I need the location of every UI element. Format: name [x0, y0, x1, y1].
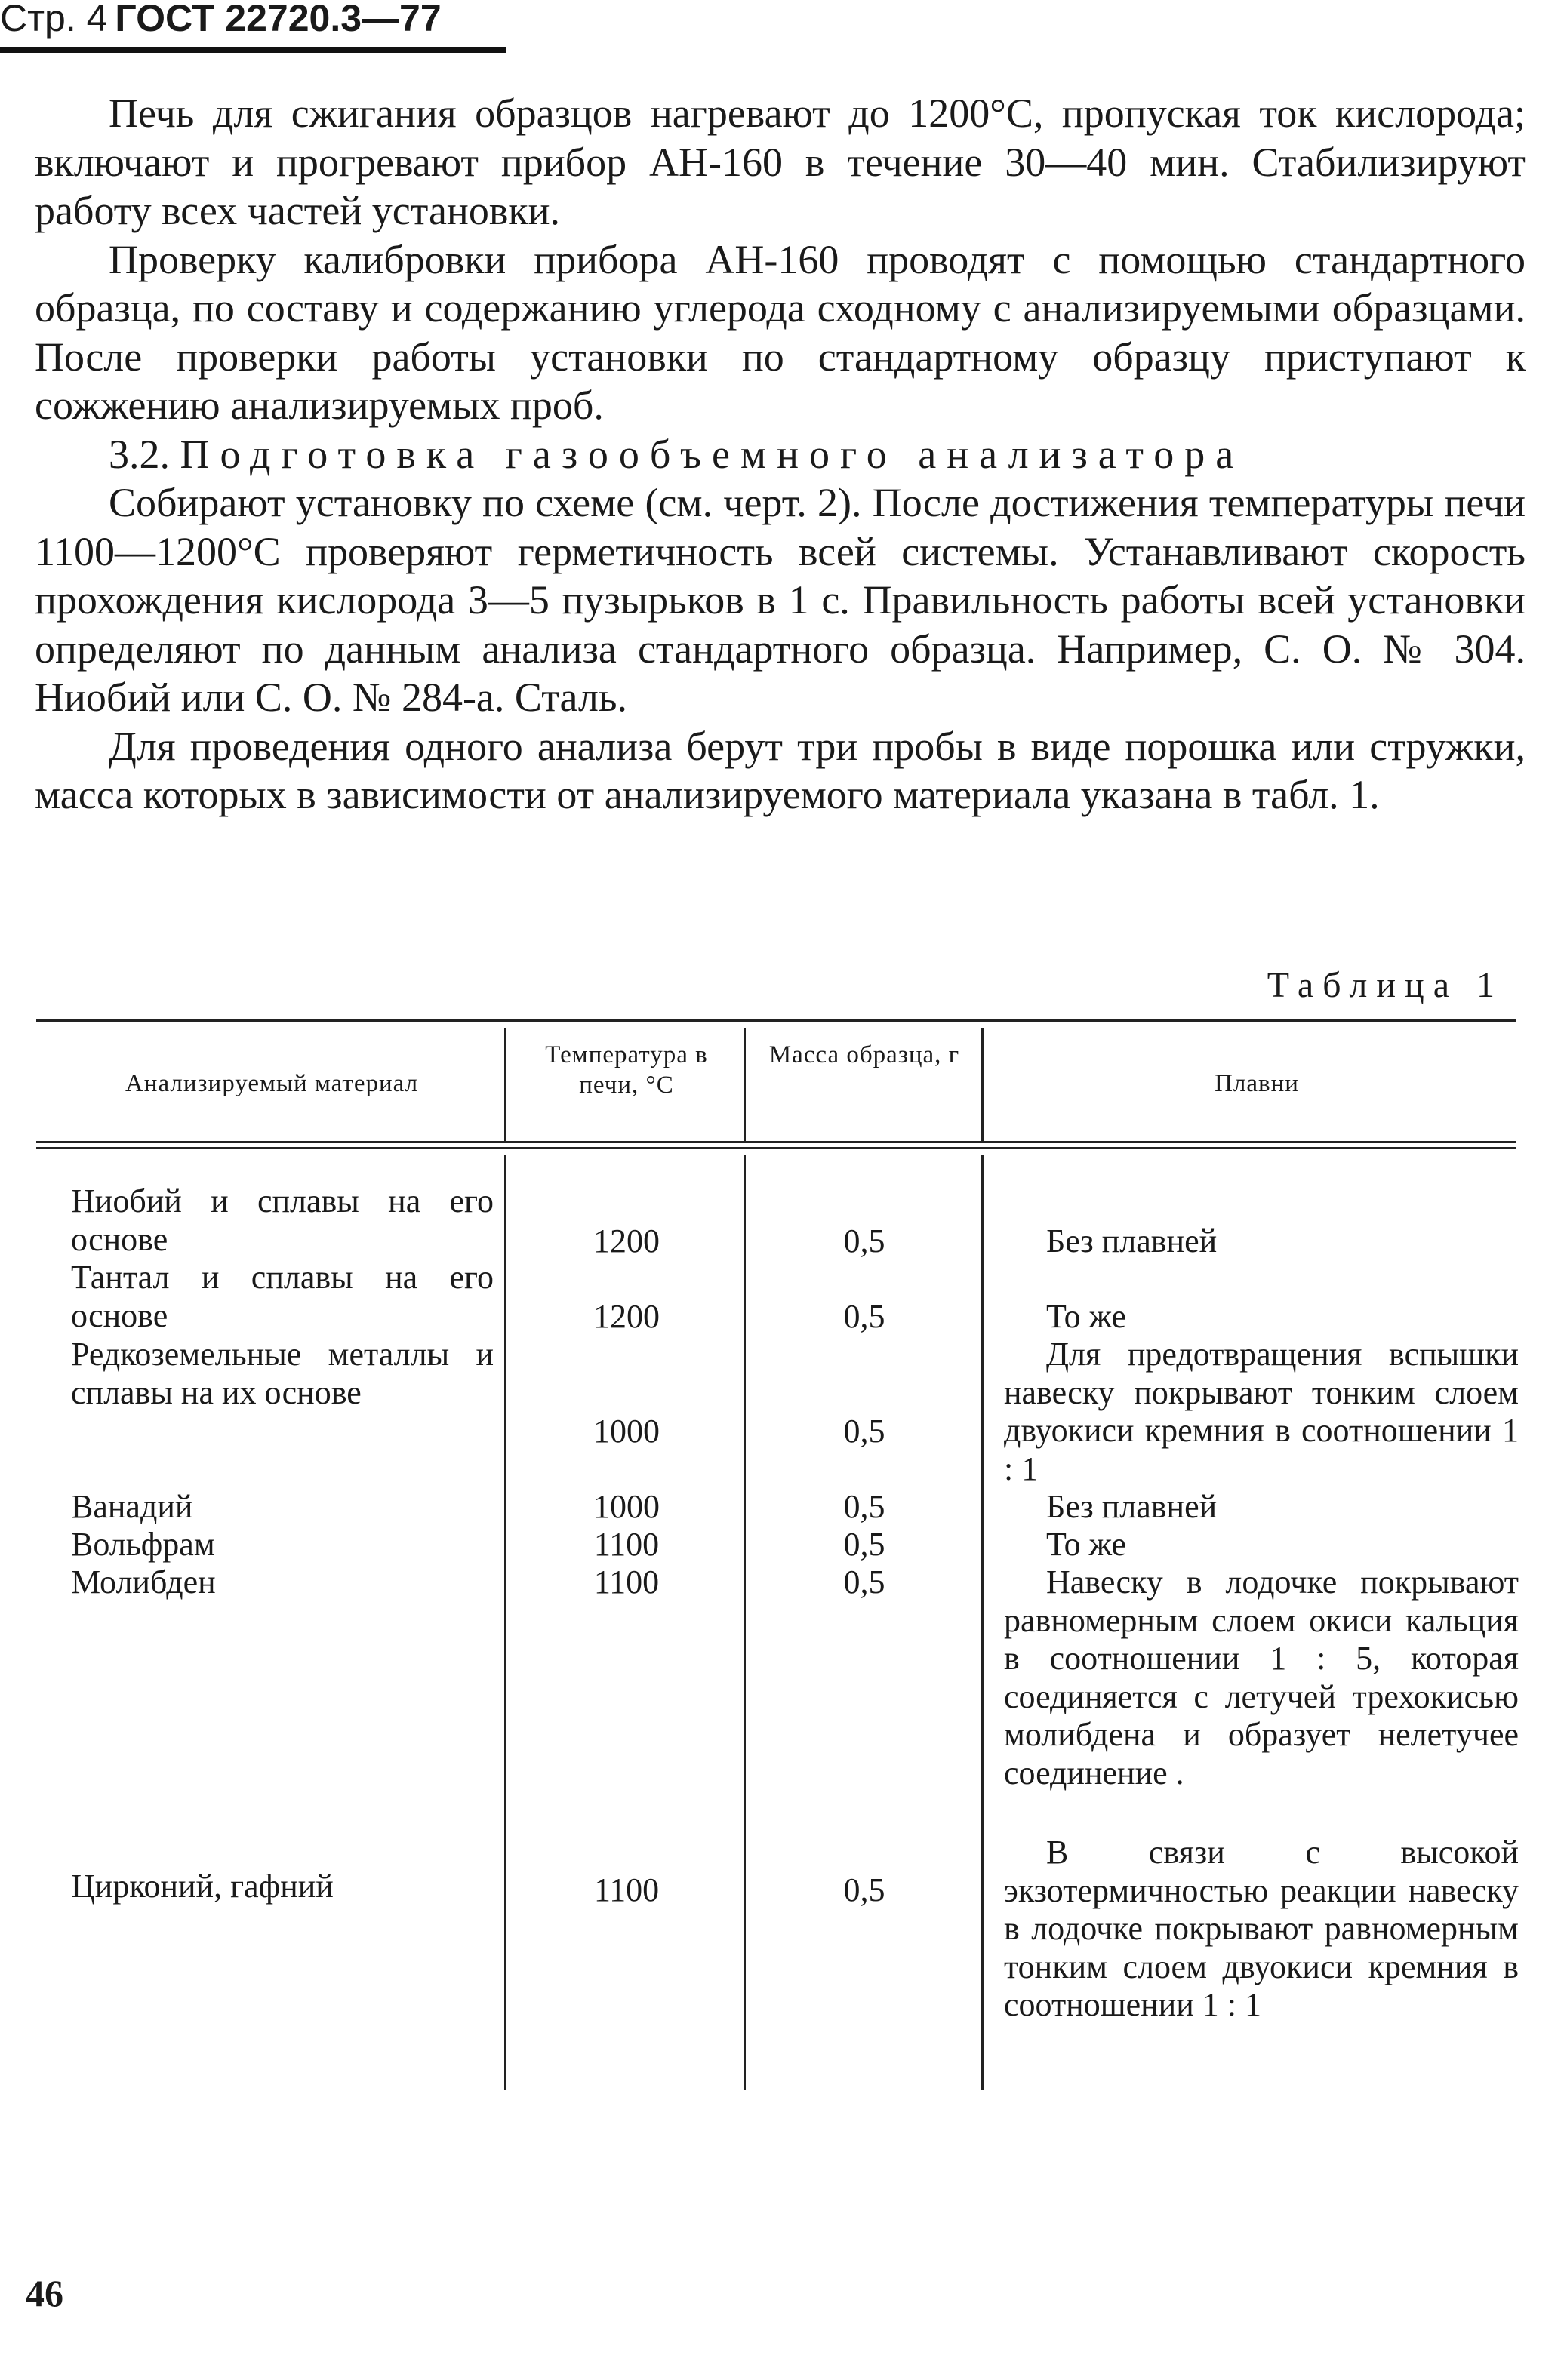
cell-temperature: 1000: [593, 1413, 660, 1450]
column-divider: [981, 1155, 984, 2090]
cell-material: Вольфрам: [71, 1526, 215, 1563]
cell-material: Ниобий и сплавы на его основе: [71, 1182, 494, 1258]
column-divider: [504, 1155, 506, 2090]
paragraph-4: Для проведения одного анализа берут три пробы в виде порошка или стружки, масса которых в зависимости от анализируемого материала указана в табл. 1.: [35, 723, 1526, 817]
cell-flux: Без плавней: [1046, 1222, 1218, 1259]
header-divider: [981, 1028, 984, 1141]
column-divider: [744, 1155, 746, 2090]
cell-mass: 0,5: [843, 1526, 885, 1563]
cell-temperature: 1100: [593, 1871, 660, 1908]
cell-material: Цирконий, гафний: [71, 1868, 334, 1905]
cell-temperature: 1100: [593, 1526, 660, 1563]
cell-mass: 0,5: [843, 1413, 885, 1450]
cell-temperature: 1100: [593, 1564, 660, 1601]
cell-flux: Для предотвращения вспышки навеску покрывают тонким слоем двуокиси кремния в соотношении 1 : 1: [1004, 1336, 1519, 1487]
cell-flux: Без плавней: [1046, 1488, 1218, 1525]
header-mass: Масса образца, г: [768, 1041, 960, 1069]
cell-material: Тантал и сплавы на его основе: [71, 1259, 494, 1334]
cell-material: Ванадий: [71, 1488, 193, 1525]
paragraph-1: Печь для сжигания образцов нагревают до 1200°С, пропуская ток кислорода; включают и прогревают прибор АН-160 в течение 30—40 мин. Стабилизируют работу всех частей установки.: [35, 91, 1526, 233]
cell-temperature: 1200: [593, 1222, 660, 1259]
header-material: Анализируемый материал: [125, 1070, 419, 1097]
section-number: 3.2.: [109, 431, 170, 477]
cell-mass: 0,5: [843, 1488, 885, 1525]
table-header-rule-2: [36, 1147, 1516, 1149]
header-divider: [504, 1028, 506, 1141]
page-number: 46: [26, 2272, 63, 2314]
cell-material: Редкоземельные металлы и сплавы на их основе: [71, 1336, 494, 1411]
standard-number: ГОСТ 22720.3—77: [115, 0, 442, 39]
cell-flux: Навеску в лодочке покрывают равномерным слоем окиси кальция в соотношении 1 : 5, которая соединяется с летучей трехокисью молибдена и образует нелетучее соединение .: [1004, 1564, 1519, 1791]
cell-temperature: 1200: [593, 1298, 660, 1335]
table-caption: Таблица 1: [1267, 965, 1504, 1005]
table-header-rule: [36, 1141, 1516, 1143]
cell-flux: То же: [1046, 1298, 1126, 1335]
table-top-rule: [36, 1019, 1516, 1022]
section-heading: [35, 430, 1526, 479]
cell-material: Молибден: [71, 1564, 216, 1601]
header-divider: [744, 1028, 746, 1141]
cell-flux: В связи с высокой экзотермичностью реакции навеску в лодочке покрывают равномерным тонким слоем двуокиси кремния в соотношении 1 : 1: [1004, 1834, 1519, 2023]
cell-mass: 0,5: [843, 1298, 885, 1335]
header-flux: Плавни: [1215, 1070, 1299, 1097]
header-rule: [0, 47, 506, 53]
cell-flux: То же: [1046, 1526, 1126, 1563]
header-temperature: Температура в печи, °С: [545, 1041, 708, 1099]
cell-mass: 0,5: [843, 1871, 885, 1908]
paragraph-2: Проверку калибровки прибора АН-160 проводят с помощью стандартного образца, по составу и содержанию углерода сходному с анализируемыми образцами. После проверки работы установки по стандартному образцу приступают к сожжению анализируемых проб.: [35, 236, 1526, 428]
body-text: [35, 89, 1526, 819]
section-title: Подготовка газообъемного анализатора: [180, 431, 1245, 477]
cell-mass: 0,5: [843, 1564, 885, 1601]
page-header: [0, 0, 442, 47]
paragraph-3: Собирают установку по схеме (см. черт. 2). После достижения температуры печи 1100—1200°С проверяют герметичность всей системы. Устанавливают скорость прохождения кислорода 3—5 пузырьков в 1 с. Правильность работы всей установки определяют по данным анализа стандартного образца. Например, С. О. № 304. Ниобий или С. О. № 284-а. Сталь.: [35, 480, 1526, 720]
page-label: Стр. 4: [0, 0, 108, 39]
cell-temperature: 1000: [593, 1488, 660, 1525]
cell-mass: 0,5: [843, 1222, 885, 1259]
